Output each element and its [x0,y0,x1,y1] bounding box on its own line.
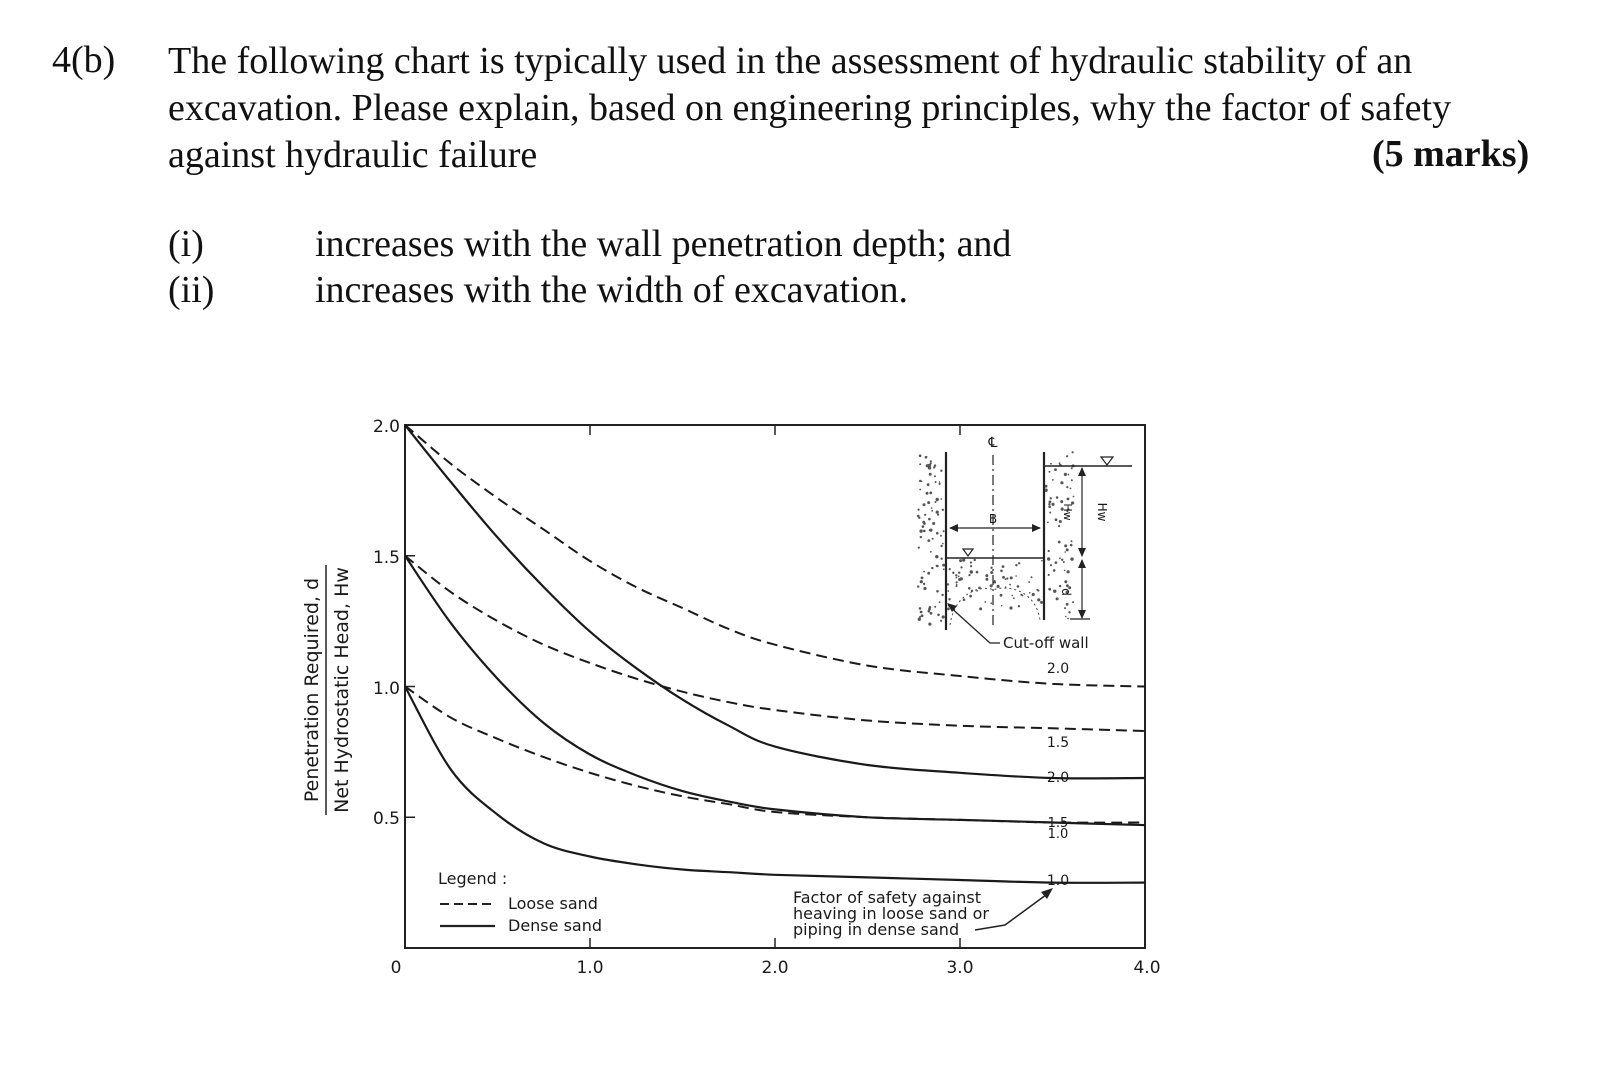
soil-dot [1066,584,1069,587]
soil-dot [1059,462,1061,464]
soil-dot [923,587,926,590]
soil-dot [1064,473,1067,476]
soil-dot [940,558,942,560]
soil-dot [935,481,937,483]
question-number: 4(b) [52,39,116,81]
soil-dot [1015,564,1017,566]
soil-dot [1047,557,1050,560]
soil-dot [931,567,933,569]
question-line-1: The following chart is typically used in the assessment of hydraulic stability of an [168,40,1413,82]
soil-dot [943,530,945,532]
soil-dot [1067,570,1070,573]
soil-dot [930,460,932,462]
soil-dot [990,602,992,604]
soil-dot [1050,463,1052,465]
soil-dot [970,561,972,563]
soil-dot [997,585,1000,588]
soil-dot [919,489,921,491]
soil-dot [1032,593,1035,596]
legend-dense-label: Dense sand [508,916,603,935]
soil-stipple [917,451,1075,626]
soil-dot [956,584,958,586]
soil-dot [947,583,949,585]
soil-dot [1050,497,1052,499]
soil-dot [1052,479,1054,481]
soil-dot [936,565,938,567]
soil-dot [923,503,926,506]
question-line-3: against hydraulic failure [168,134,538,176]
soil-dot [940,470,942,472]
soil-dot [931,510,933,512]
soil-dot [963,599,966,602]
soil-dot [1060,481,1063,484]
soil-dot [924,514,926,516]
y-label-top: Penetration Required, d [301,577,323,803]
soil-dot [1048,505,1051,508]
centerline-symbol: ℄ [988,435,998,451]
label-loose-2-0: 2.0 [1046,661,1070,677]
soil-dot [928,518,931,521]
soil-dot [1058,541,1061,544]
soil-dot [920,611,923,614]
soil-dot [927,539,930,542]
soil-dot [942,615,945,618]
label-dense-2-0: 2.0 [1046,770,1070,786]
soil-dot [918,509,920,511]
soil-dot [927,501,930,504]
soil-dot [952,572,954,574]
soil-dot [960,577,963,580]
soil-dot [1000,594,1003,597]
loose-sand-curve-fs-1-0 [405,687,1145,823]
cutoff-wall-label: Cut-off wall [1003,634,1089,652]
soil-dot [1066,603,1069,606]
soil-dot [990,567,992,569]
part-i-number: (i) [168,223,204,265]
dense-sand-curve-fs-1-5 [405,556,1145,825]
soil-dot [939,483,941,485]
soil-dot [1056,496,1059,499]
factor-note [793,888,1053,939]
soil-dot [1059,557,1061,559]
soil-dot [1055,518,1058,521]
soil-dot [947,608,950,611]
factor-note-line-2: heaving in loose sand or [793,904,989,923]
soil-dot [970,565,972,567]
soil-dot [919,607,922,610]
soil-dot [1037,598,1040,601]
soil-dot [923,530,926,533]
soil-dot [1013,597,1015,599]
soil-dot [1059,585,1061,587]
soil-dot [1064,551,1066,553]
soil-dot [1002,576,1005,579]
soil-dot [1054,468,1057,471]
soil-dot [949,568,951,570]
soil-dot [1064,544,1067,547]
soil-dot [969,595,972,598]
soil-dot [930,612,933,615]
plot-frame [405,425,1145,948]
soil-dot [1061,559,1063,561]
soil-dot [1070,488,1072,490]
width-label: B [988,512,998,526]
soil-dot [1015,575,1017,577]
soil-dot [926,456,928,458]
soil-dot [934,606,936,608]
soil-dot [920,536,922,538]
soil-dot [917,585,919,587]
soil-dot [1005,586,1007,588]
soil-dot [1072,601,1074,603]
soil-dot [1009,606,1012,609]
soil-dot [990,571,993,574]
part-i-text: increases with the wall penetration depth; and [315,223,1012,265]
legend-title: Legend : [438,869,508,888]
factor-note-line-3: piping in dense sand [793,920,960,939]
soil-dot [1064,607,1066,609]
soil-dot [935,555,938,558]
soil-dot [948,598,950,600]
x-tick-4-0: 4.0 [1133,958,1161,978]
soil-dot [960,566,962,568]
marks-label: (5 marks) [1372,133,1530,175]
soil-dot [1031,576,1033,578]
soil-dot [1028,581,1030,583]
soil-dot [940,620,942,622]
soil-dot [1002,565,1005,568]
soil-dot [1029,592,1031,594]
soil-dot [1018,562,1020,564]
soil-dot [922,525,925,528]
head-arrow-bottom [1078,548,1086,557]
soil-dot [923,522,926,525]
soil-dot [939,601,941,603]
soil-dot [929,473,932,476]
head-label: Hw [1095,502,1109,522]
soil-dot [1006,577,1008,579]
soil-dot [919,480,921,482]
soil-dot [932,522,935,525]
soil-dot [1049,471,1051,473]
soil-dot [927,483,930,486]
soil-dot [947,590,949,592]
question-line-2: excavation. Please explain, based on engineering principles, why the factor of safety [168,87,1452,129]
soil-dot [968,587,971,590]
penetration-label: d [1059,588,1073,596]
soil-dot [1063,561,1065,563]
soil-dot [1005,578,1007,580]
head-label-alt: Hw [1061,503,1074,521]
soil-dot [918,517,920,519]
soil-dot [1064,570,1066,572]
soil-dot [923,583,925,585]
soil-dot [962,559,965,562]
soil-dot [1020,594,1022,596]
soil-dot [936,498,939,501]
y-tick-0-5: 0.5 [372,809,400,829]
soil-dot [993,581,996,584]
dense-sand-curve-fs-2-0 [405,425,1145,778]
soil-dot [955,574,957,576]
soil-dot [985,578,988,581]
x-tick-1-0: 1.0 [576,958,604,978]
soil-dot [930,551,932,553]
y-tick-1-0: 1.0 [372,679,400,699]
soil-dot [942,564,945,567]
soil-dot [1048,574,1050,576]
legend [438,869,602,935]
soil-dot [1071,479,1073,481]
soil-dot [1053,590,1056,593]
soil-dot [1071,540,1073,542]
cutoff-wall-leader [948,605,1000,643]
cutoff-wall-arrowhead [947,603,957,612]
soil-dot [940,535,942,537]
penetration-arrow-top [1078,559,1086,568]
label-dense-1-0: 1.0 [1046,873,1070,889]
soil-dot [1065,616,1067,618]
soil-dot [932,538,934,540]
y-tick-1-5: 1.5 [372,548,400,568]
soil-dot [1066,455,1068,457]
y-axis-label [301,565,353,815]
soil-dot [1066,486,1068,488]
soil-dot [958,572,960,574]
soil-dot [1068,474,1070,476]
soil-dot [936,510,939,513]
soil-dot [1053,569,1056,572]
soil-dot [936,532,939,535]
soil-dot [1048,503,1050,505]
soil-dot [927,572,930,575]
inner-water-symbol [963,549,973,556]
soil-dot [928,623,931,626]
soil-dot [920,580,923,583]
soil-dot [979,607,982,610]
soil-dot [1064,580,1067,583]
soil-dot [1049,512,1051,514]
soil-dot [1070,557,1073,560]
legend-loose-label: Loose sand [508,894,598,913]
x-tick-0: 0 [390,958,402,978]
soil-dot [1068,611,1070,613]
soil-dot [1010,576,1013,579]
soil-dot [919,463,921,465]
outer-water-symbol [1101,457,1113,465]
soil-dot [918,618,921,621]
soil-dot [1067,618,1069,620]
soil-dot [939,481,941,483]
soil-dot [974,559,976,561]
soil-dot [936,590,939,593]
soil-dot [928,464,931,467]
soil-dot [933,466,935,468]
soil-dot [1001,605,1003,607]
factor-note-line-1: Factor of safety against [793,888,981,907]
soil-dot [942,543,944,545]
part-ii-text: increases with the width of excavation. [315,269,909,311]
soil-dot [956,577,958,579]
part-ii-number: (ii) [168,269,215,311]
soil-dot [928,610,931,613]
soil-dot [958,576,960,578]
soil-dot [926,492,929,495]
head-arrow-top [1078,467,1086,476]
soil-dot [1070,544,1073,547]
label-loose-1-5: 1.5 [1046,735,1070,751]
soil-dot [929,529,931,531]
soil-dot [1018,605,1020,607]
curve-group [405,425,1145,883]
soil-dot [929,492,932,495]
soil-dot [921,614,924,617]
soil-dot [931,507,933,509]
width-arrow-left-head [949,524,958,532]
soil-dot [956,581,958,583]
soil-dot [937,614,940,617]
y-label-bottom: Net Hydrostatic Head, Hw [331,567,353,813]
label-loose-1-0: 1.0 [1047,827,1069,842]
soil-dot [1047,522,1049,524]
soil-dot [1040,601,1043,604]
soil-dot [984,601,986,603]
soil-dot [1041,560,1043,562]
x-tick-2-0: 2.0 [761,958,789,978]
soil-dot [1072,451,1074,453]
soil-dot [923,571,925,573]
penetration-arrow-bottom [1078,610,1086,619]
soil-dot [1050,564,1052,566]
soil-dot [941,498,943,500]
soil-dot [1036,589,1038,591]
label-dense-1-5: 1.5 [1047,816,1069,831]
width-arrow-right-head [1032,524,1041,532]
x-tick-3-0: 3.0 [946,958,974,978]
soil-dot [1049,501,1052,504]
soil-dot [934,475,936,477]
soil-dot [919,454,922,457]
soil-dot [985,574,988,577]
soil-dot [1045,485,1048,488]
soil-dot [976,571,979,574]
soil-dot [1067,498,1070,501]
soil-dot [959,559,962,562]
soil-dot [942,509,944,511]
soil-dot [1058,525,1060,527]
soil-dot [1009,584,1011,586]
soil-dot [1073,496,1075,498]
soil-dot [943,568,945,570]
soil-dot [1000,570,1003,573]
excavation-diagram [917,435,1132,652]
soil-dot [1071,467,1073,469]
soil-dot [990,584,993,587]
soil-dot [1051,503,1054,506]
y-tick-2-0: 2.0 [372,417,400,437]
soil-dot [1011,595,1013,597]
soil-dot [968,574,970,576]
dense-sand-curve-fs-1-0 [405,687,1145,883]
soil-dot [1048,588,1051,591]
soil-dot [923,521,925,523]
soil-dot [1055,561,1058,564]
soil-dot [1061,500,1063,502]
soil-dot [921,577,924,580]
soil-dot [935,501,937,503]
soil-dot [1056,597,1059,600]
soil-dot [937,514,939,516]
soil-dot [970,570,973,573]
soil-dot [1066,548,1069,551]
curve-end-labels [1047,661,1069,889]
soil-dot [919,529,922,532]
soil-dot [1017,585,1020,588]
soil-dot [940,545,942,547]
soil-dot [941,594,943,596]
soil-dot [1048,550,1050,552]
soil-dot [918,547,920,549]
